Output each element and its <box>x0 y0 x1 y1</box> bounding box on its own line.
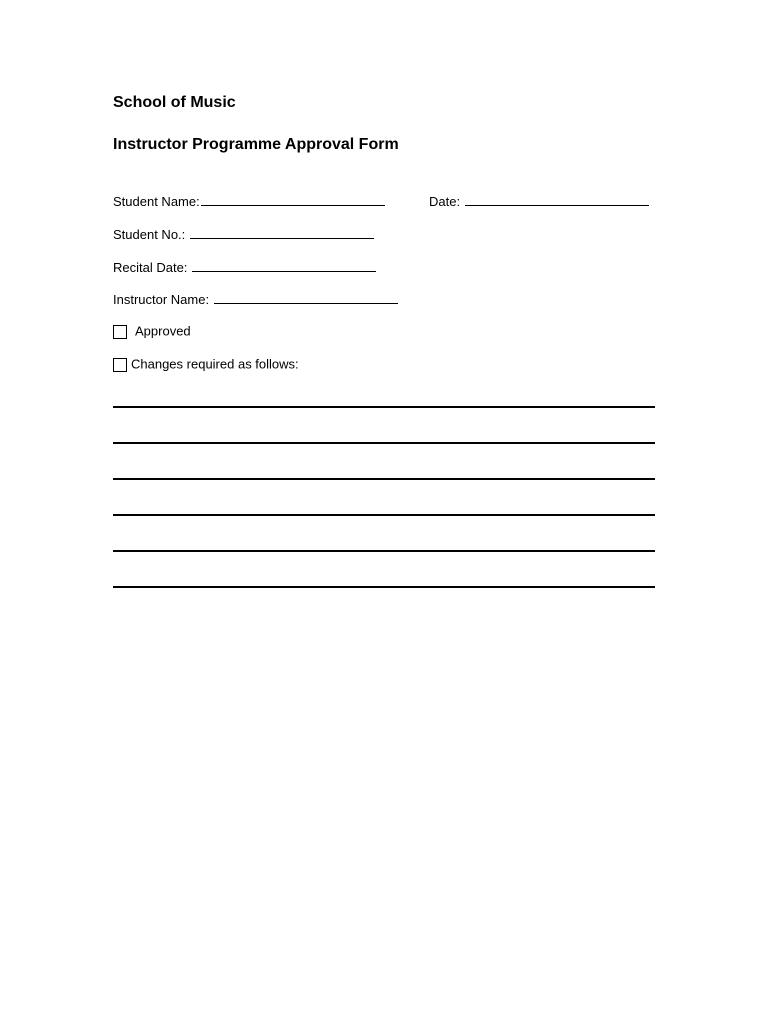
approved-label: Approved <box>135 323 191 339</box>
recital-date-field <box>113 259 376 276</box>
student-number-label: Student No.: <box>113 227 186 242</box>
changes-writing-line[interactable] <box>113 586 655 588</box>
school-name: School of Music <box>113 94 236 111</box>
instructor-name-blank[interactable] <box>214 291 398 304</box>
student-name-label: Student Name: <box>113 194 200 209</box>
approved-checkbox[interactable] <box>113 325 127 339</box>
approved-option <box>113 323 191 340</box>
form-title: Instructor Programme Approval Form <box>113 136 399 153</box>
date-label: Date: <box>429 194 461 209</box>
changes-writing-line[interactable] <box>113 478 655 480</box>
changes-writing-line[interactable] <box>113 442 655 444</box>
student-number-blank[interactable] <box>190 226 374 239</box>
changes-writing-line[interactable] <box>113 550 655 552</box>
student-name-field <box>113 193 385 210</box>
changes-required-checkbox[interactable] <box>113 358 127 372</box>
instructor-name-label: Instructor Name: <box>113 292 210 307</box>
student-number-field <box>113 226 374 243</box>
changes-required-label: Changes required as follows: <box>131 356 299 372</box>
changes-writing-line[interactable] <box>113 514 655 516</box>
date-blank[interactable] <box>465 193 649 206</box>
changes-writing-line[interactable] <box>113 406 655 408</box>
instructor-name-field <box>113 291 398 308</box>
recital-date-label: Recital Date: <box>113 260 188 275</box>
student-name-blank[interactable] <box>201 193 385 206</box>
changes-required-option <box>113 356 299 373</box>
date-field <box>429 193 649 210</box>
recital-date-blank[interactable] <box>192 259 376 272</box>
